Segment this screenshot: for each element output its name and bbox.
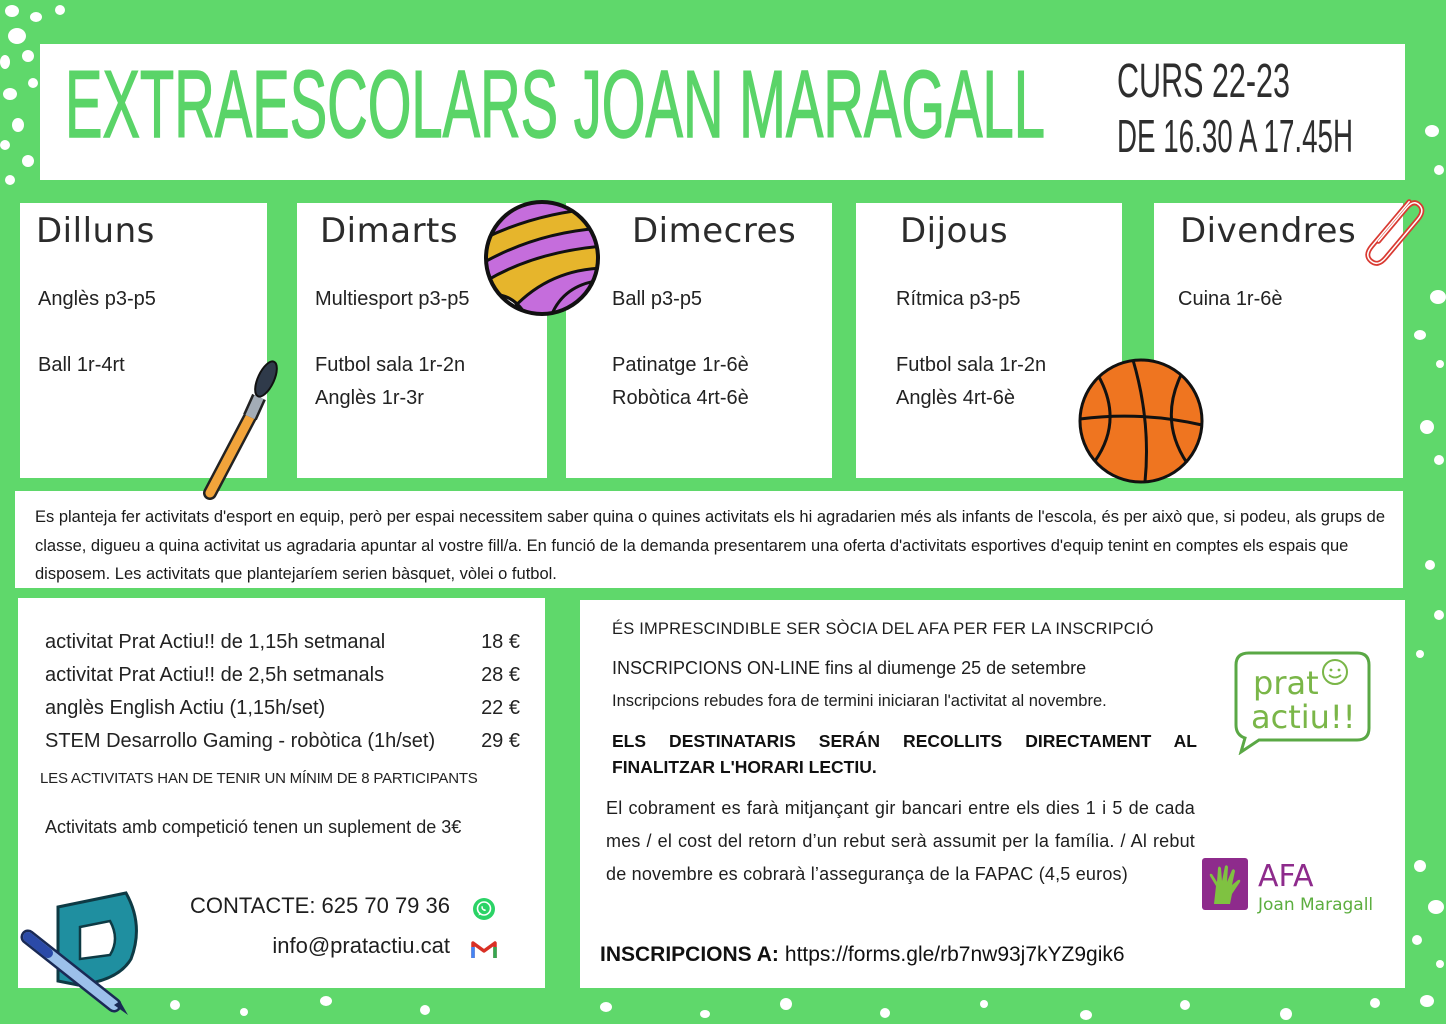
decorative-dot xyxy=(28,78,38,88)
decorative-dot xyxy=(5,5,19,17)
decorative-dot xyxy=(700,1010,710,1018)
activity-group xyxy=(612,283,749,316)
gmail-icon[interactable] xyxy=(470,938,498,960)
basketball-icon xyxy=(1077,357,1205,485)
volleyball-icon xyxy=(481,197,603,319)
activity-item: Ball p3-p5 xyxy=(612,288,703,310)
paperclip-icon xyxy=(1352,188,1432,278)
decorative-dot xyxy=(12,118,24,132)
activity-list xyxy=(38,283,156,415)
decorative-dot xyxy=(780,998,792,1010)
paintbrush-icon xyxy=(195,355,285,500)
day-card-wednesday xyxy=(566,203,832,478)
contact-email[interactable]: info@pratactiu.cat xyxy=(272,933,450,958)
price-row xyxy=(45,692,520,725)
decorative-dot xyxy=(1370,998,1380,1008)
schedule-time: DE 16.30 A 17.45H xyxy=(1117,110,1353,162)
decorative-dot xyxy=(1434,610,1444,620)
activity-item: Ball 1r-4rt xyxy=(38,354,125,376)
activity-item: Futbol sala 1r-2n xyxy=(896,354,1047,376)
course-year: CURS 22-23 xyxy=(1117,55,1290,108)
price-label: STEM Desarrollo Gaming - robòtica (1h/set) xyxy=(45,730,436,752)
decorative-dot xyxy=(0,55,10,69)
decorative-dot xyxy=(1412,935,1422,945)
decorative-dot xyxy=(1436,960,1444,968)
decorative-dot xyxy=(1430,290,1446,304)
decorative-dot xyxy=(420,1005,430,1015)
decorative-dot xyxy=(1425,560,1435,570)
decorative-dot xyxy=(22,155,34,167)
pickup-note: ELS DESTINATARIS SERÁN RECOLLITS DIRECTAMENT AL FINALITZAR L'HORARI LECTIU. xyxy=(612,731,1197,777)
header-graphic xyxy=(40,44,1405,180)
activity-group xyxy=(315,349,470,415)
decorative-dot xyxy=(1420,420,1434,434)
activity-list xyxy=(612,283,749,448)
activity-group xyxy=(38,349,156,382)
decorative-dot xyxy=(1436,360,1444,368)
activity-list xyxy=(896,283,1046,448)
afa-school-text: Joan Maragall xyxy=(1258,895,1374,915)
activity-group xyxy=(38,283,156,316)
day-name: Dijous xyxy=(900,211,1009,251)
online-registration-deadline: INSCRIPCIONS ON-LINE fins al diumenge 25 de setembre xyxy=(612,658,1087,678)
decorative-dot xyxy=(1280,1008,1292,1020)
price-row xyxy=(45,659,520,692)
decorative-dot xyxy=(1425,125,1439,137)
decorative-dot xyxy=(1434,455,1444,465)
decorative-dot xyxy=(22,50,34,62)
decorative-dot xyxy=(1420,995,1434,1007)
decorative-dot xyxy=(3,88,17,100)
decorative-dot xyxy=(170,1000,180,1010)
decorative-dot xyxy=(1416,650,1424,658)
activity-item: Anglès 1r-3r xyxy=(315,387,424,409)
activity-group xyxy=(612,349,749,415)
decorative-dot xyxy=(30,12,42,22)
price-label: anglès English Actiu (1,15h/set) xyxy=(45,697,326,719)
contact-phone[interactable]: CONTACTE: 625 70 79 36 xyxy=(189,893,450,918)
late-registration-note: Inscripcions rebudes fora de termini iniciaran l'activitat al novembre. xyxy=(612,692,1107,710)
decorative-dot xyxy=(240,1008,248,1016)
price-value: 18 € xyxy=(481,631,520,653)
day-name: Dilluns xyxy=(36,211,155,251)
decorative-dot xyxy=(8,28,26,44)
price-value: 22 € xyxy=(481,697,520,719)
ruler-pen-icon xyxy=(18,885,148,1020)
activity-item: Robòtica 4rt-6è xyxy=(612,387,749,409)
activity-group xyxy=(896,283,1046,316)
price-label: activitat Prat Actiu!! de 2,5h setmanals xyxy=(45,664,385,686)
activity-group xyxy=(315,283,470,316)
decorative-dot xyxy=(1180,1000,1190,1010)
registration-link-label: INSCRIPCIONS A: xyxy=(600,943,779,966)
competition-supplement-note: Activitats amb competició tenen un suplement de 3€ xyxy=(45,817,462,837)
price-row xyxy=(45,725,520,758)
whatsapp-icon[interactable] xyxy=(472,897,496,921)
activity-item: Anglès p3-p5 xyxy=(38,288,156,310)
activity-group xyxy=(1178,283,1283,316)
decorative-dot xyxy=(320,996,332,1006)
afa-logo-text: AFA xyxy=(1258,859,1314,894)
activity-group xyxy=(896,349,1046,415)
decorative-dot xyxy=(55,5,65,15)
header-panel xyxy=(40,44,1405,180)
activity-item: Patinatge 1r-6è xyxy=(612,354,749,376)
day-name: Dimarts xyxy=(320,211,459,251)
prat-logo-text: prat xyxy=(1253,664,1319,702)
decorative-dot xyxy=(1414,860,1426,872)
price-value: 29 € xyxy=(481,730,520,752)
decorative-dot xyxy=(600,1002,612,1012)
page-title: EXTRAESCOLARS JOAN MARAGALL xyxy=(65,51,1045,158)
membership-requirement: ÉS IMPRESCINDIBLE SER SÒCIA DEL AFA PER FER LA INSCRIPCIÓ xyxy=(612,620,1154,638)
activity-item: Multiesport p3-p5 xyxy=(315,288,470,310)
price-list xyxy=(45,626,520,758)
decorative-dot xyxy=(1434,165,1444,175)
decorative-dot xyxy=(880,1008,890,1018)
registration-link[interactable]: https://forms.gle/rb7nw93j7kYZ9gik6 xyxy=(784,943,1125,966)
day-name: Dimecres xyxy=(632,211,797,251)
price-value: 28 € xyxy=(481,664,520,686)
decorative-dot xyxy=(980,1000,988,1008)
activity-list xyxy=(315,283,470,448)
prat-actiu-logo xyxy=(1233,650,1373,755)
payment-note: El cobrament es farà mitjançant gir bancari entre els dies 1 i 5 de cada mes / el cost del retorn d’un rebut serà assumit per la família. / Al rebut de novembre es cobrarà l’assegurança de la FAPAC (4,5 euros) xyxy=(606,798,1195,884)
intro-paragraph: Es planteja fer activitats d'esport en equip, però per espai necessitem saber quina o quines activitats els hi agradarien més als infants de l'escola, és per això que, si podeu, als grups de classe, digueu a quina activitat us agradaria apuntar al vostre fill/a. En funció de la demanda presentarem una oferta d'activitats esportives d'equip tenint en comptes els espais que disposem. Les activitats que plantejaríem serien bàsquet, vòlei o futbol. xyxy=(35,508,1385,583)
registration-panel xyxy=(580,600,1405,988)
registration-link-line xyxy=(600,943,1125,967)
intro-panel xyxy=(15,491,1403,588)
day-name: Divendres xyxy=(1180,211,1357,251)
price-row xyxy=(45,626,520,659)
activity-item: Rítmica p3-p5 xyxy=(896,288,1021,310)
activity-item: Cuina 1r-6è xyxy=(1178,288,1283,310)
afa-logo xyxy=(1200,854,1400,916)
activity-item: Anglès 4rt-6è xyxy=(896,387,1015,409)
price-label: activitat Prat Actiu!! de 1,15h setmanal xyxy=(45,631,386,653)
decorative-dot xyxy=(1414,330,1426,340)
minimum-participants-note: LES ACTIVITATS HAN DE TENIR UN MÍNIM DE 8 PARTICIPANTS xyxy=(40,770,478,787)
decorative-dot xyxy=(5,175,15,185)
activity-item: Futbol sala 1r-2n xyxy=(315,354,466,376)
actiu-logo-text: actiu!! xyxy=(1251,698,1356,736)
decorative-dot xyxy=(1428,900,1444,914)
activity-list xyxy=(1178,283,1283,349)
decorative-dot xyxy=(0,140,10,150)
decorative-dot xyxy=(1080,1010,1092,1020)
